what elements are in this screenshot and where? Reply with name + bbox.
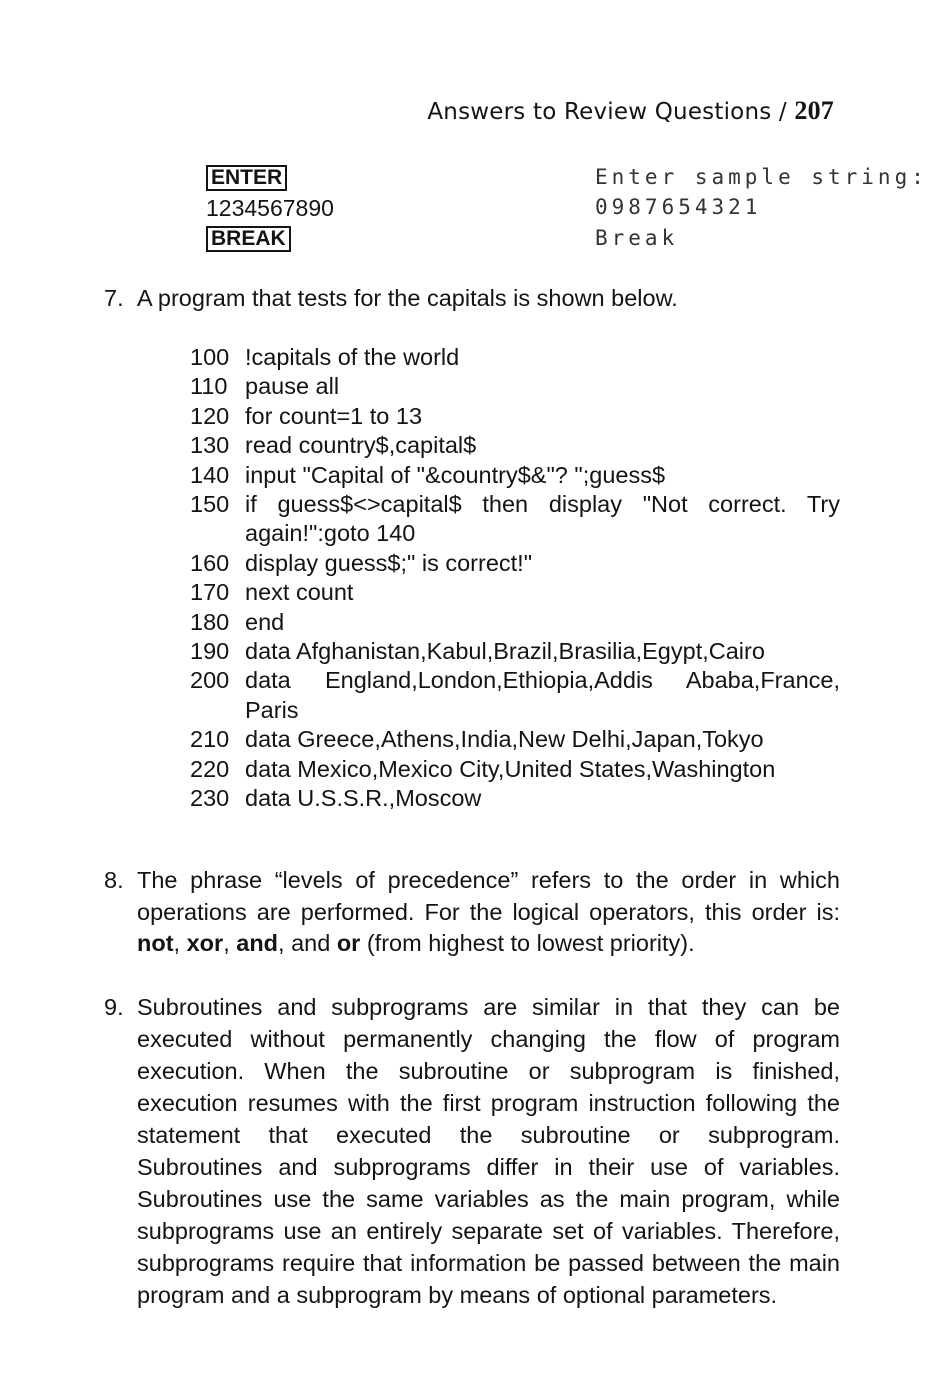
- line-number: 170: [190, 579, 230, 606]
- line-number: 130: [190, 432, 230, 459]
- line-number: 230: [190, 785, 230, 812]
- line-number: 150: [190, 491, 230, 518]
- code-line: 120 for count=1 to 13: [190, 402, 840, 431]
- running-header: [427, 96, 834, 126]
- code-line: 130 read country$,capital$: [190, 431, 840, 460]
- code-line: 210 data Greece,Athens,India,New Delhi,Japan,Tokyo: [190, 725, 840, 754]
- line-number: 210: [190, 726, 230, 753]
- question-number: 8.: [104, 867, 124, 893]
- break-key: BREAK: [206, 226, 291, 252]
- question-text: A program that tests for the capitals is shown below.: [137, 285, 678, 311]
- line-number: 140: [190, 461, 230, 488]
- io-row: [206, 195, 334, 225]
- line-number: 100: [190, 344, 230, 370]
- code-line: 190 data Afghanistan,Kabul,Brazil,Brasilia,Egypt,Cairo: [190, 637, 840, 666]
- code-line: 230 data U.S.S.R.,Moscow: [190, 784, 840, 813]
- question-7: [104, 283, 840, 315]
- line-number: 160: [190, 549, 230, 576]
- typed-input: 1234567890: [206, 195, 334, 221]
- code-line: 110 pause all: [190, 372, 840, 401]
- running-title: Answers to Review Questions /: [427, 99, 795, 125]
- program-listing: [190, 343, 840, 814]
- page-number: 207: [794, 96, 834, 125]
- line-number: 220: [190, 755, 230, 782]
- io-row: [206, 226, 291, 256]
- code-line: 180 end: [190, 608, 840, 637]
- io-row: [206, 165, 287, 195]
- line-number: 120: [190, 402, 230, 429]
- line-number: 200: [190, 667, 230, 694]
- code-line: 220 data Mexico,Mexico City,United States,Washington: [190, 755, 840, 784]
- operator-not: not: [137, 930, 174, 956]
- question-number: 7.: [104, 285, 124, 311]
- line-number: 190: [190, 638, 230, 665]
- question-8: [104, 865, 840, 960]
- line-number: 110: [190, 373, 228, 400]
- screen-output: 0987654321: [595, 195, 762, 219]
- code-line: 100 !capitals of the world: [190, 343, 840, 372]
- question-number: 9.: [104, 994, 124, 1020]
- code-line: 140 input "Capital of "&country$&"? ";guess$: [190, 461, 840, 490]
- operator-or: or: [336, 930, 361, 956]
- operator-and: and: [236, 930, 279, 956]
- operator-xor: xor: [186, 930, 224, 956]
- line-number: 180: [190, 608, 230, 635]
- question-text: Subroutines and subprograms are similar in that they can be executed without permanently changing the flow of program execution. When the subroutine or subprogram is finished, execution resumes with the first program instruction following the statement that executed the subroutine or subprogram. Subroutines and subprograms differ in their use of variables. Subroutines use the same variables as the main program, while subprograms use an entirely separate set of variables. Therefore, subprograms require that information be passed between the main program and a subprogram by means of optional parameters.: [137, 994, 840, 1308]
- question-text: The phrase “levels of precedence” refers to the order in which operations are performed. For the logical operators, this order is: not, xor, and, and or (from highest to lowest priority).: [137, 867, 840, 956]
- enter-key: ENTER: [206, 165, 287, 191]
- code-line: 200 data England,London,Ethiopia,Addis Ababa,France, Paris: [190, 667, 840, 723]
- screen-output: Break: [595, 226, 679, 250]
- screen-output: Enter sample string:: [595, 165, 928, 189]
- code-line: 170 next count: [190, 578, 840, 607]
- question-9: [104, 991, 840, 1311]
- code-line: 150 if guess$<>capital$ then display "Not correct. Try again!":goto 140: [190, 491, 840, 547]
- code-line: 160 display guess$;" is correct!": [190, 549, 840, 578]
